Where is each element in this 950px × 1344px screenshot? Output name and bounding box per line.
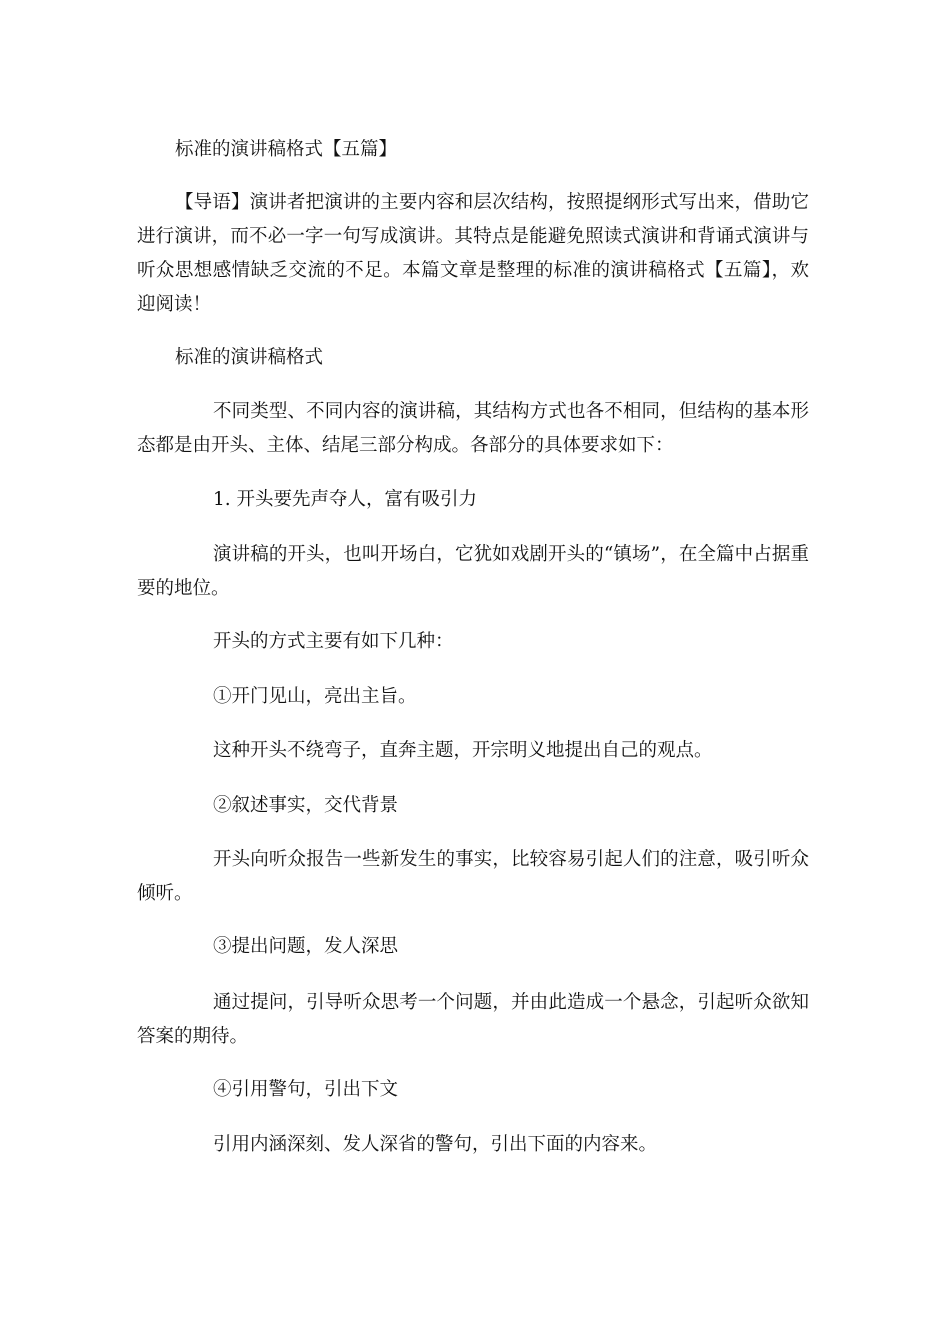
body-paragraph: 不同类型、不同内容的演讲稿，其结构方式也各不相同，但结构的基本形态都是由开头、主体、结尾三部分构成。各部分的具体要求如下：	[137, 401, 809, 456]
body-paragraph: 演讲稿的开头，也叫开场白，它犹如戏剧开头的“镇场”，在全篇中占据重要的地位。	[137, 544, 809, 599]
section-heading: 标准的演讲稿格式	[175, 347, 324, 368]
body-paragraph: 通过提问，引导听众思考一个问题，并由此造成一个悬念，引起听众欲知答案的期待。	[137, 992, 809, 1047]
list-item: ④引用警句，引出下文	[213, 1079, 399, 1100]
body-paragraph: 开头的方式主要有如下几种：	[213, 631, 454, 652]
list-item: ①开门见山，亮出主旨。	[213, 686, 417, 707]
intro-paragraph: 【导语】演讲者把演讲的主要内容和层次结构，按照提纲形式写出来，借助它进行演讲，而不必一字一句写成演讲。其特点是能避免照读式演讲和背诵式演讲与听众思想感情缺乏交流的不足。本篇文章是整理的标准的演讲稿格式【五篇】，欢迎阅读！	[137, 192, 809, 315]
body-paragraph: 开头向听众报告一些新发生的事实，比较容易引起人们的注意，吸引听众倾听。	[137, 849, 809, 904]
body-paragraph: 这种开头不绕弯子，直奔主题，开宗明义地提出自己的观点。	[213, 740, 713, 761]
list-heading: 1. 开头要先声夺人，富有吸引力	[213, 489, 478, 510]
list-item: ②叙述事实，交代背景	[213, 795, 399, 816]
body-paragraph: 引用内涵深刻、发人深省的警句，引出下面的内容来。	[213, 1134, 658, 1155]
document-title: 标准的演讲稿格式【五篇】	[175, 139, 398, 160]
list-item: ③提出问题，发人深思	[213, 936, 399, 957]
